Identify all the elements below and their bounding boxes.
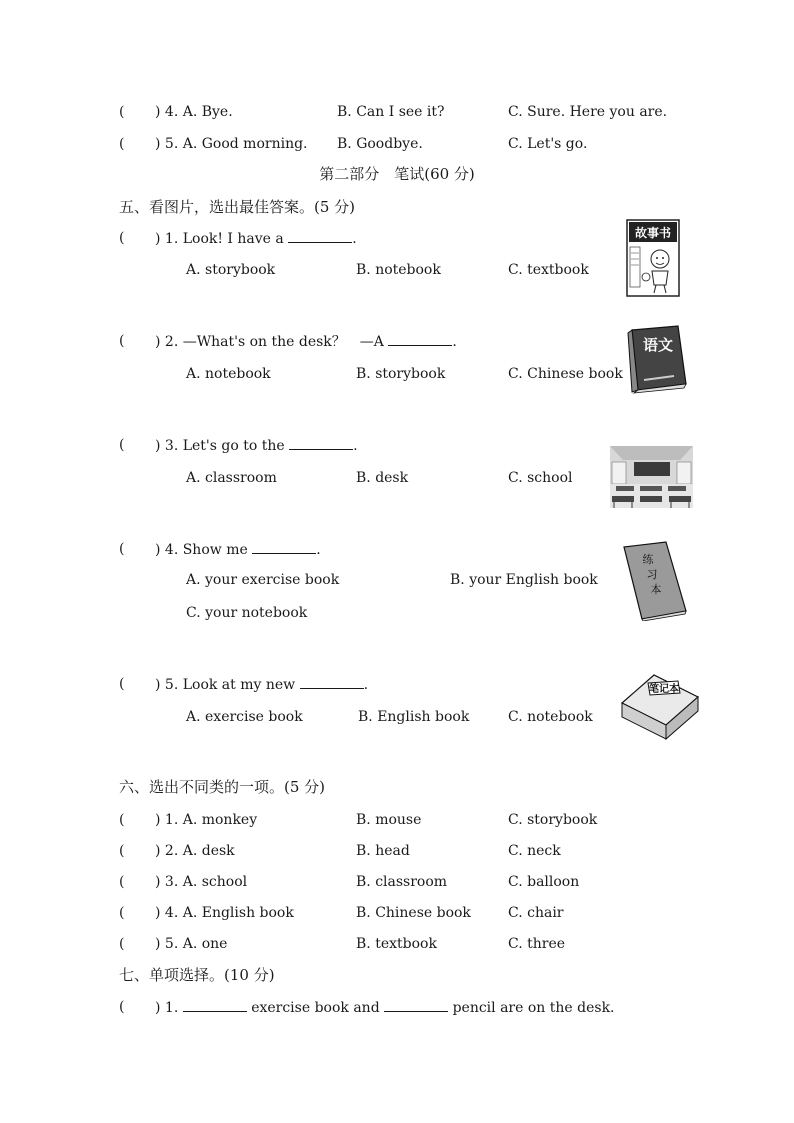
- stem-end: .: [352, 231, 357, 247]
- stem-end: .: [363, 677, 369, 693]
- stem-text: exercise book and: [251, 1000, 380, 1016]
- question-stem: [155, 675, 368, 694]
- option-b: B. desk: [356, 470, 409, 486]
- option-c: C. neck: [508, 843, 561, 859]
- option-a: A. notebook: [186, 366, 271, 382]
- option-b: B. classroom: [356, 874, 448, 890]
- answer-blank: [384, 998, 448, 1012]
- section-five-title: 五、看图片，选出最佳答案。(5 分): [119, 198, 356, 216]
- option-b: B. textbook: [356, 936, 437, 952]
- answer-paren: (: [119, 905, 125, 921]
- stem-text: ) 4. Show me: [155, 542, 248, 558]
- exercise-title-2: 习: [646, 568, 658, 581]
- option-a: A. your exercise book: [186, 572, 340, 588]
- option-a: A. exercise book: [186, 709, 303, 725]
- classroom-icon: [610, 446, 693, 508]
- option-c: C. chair: [508, 905, 564, 921]
- question-number: ) 2. A. desk: [155, 843, 235, 859]
- question-stem: [155, 332, 457, 351]
- answer-paren: (: [119, 230, 125, 246]
- option-b: B. Chinese book: [356, 905, 471, 921]
- stem-text: pencil are on the desk.: [452, 1000, 615, 1016]
- option-c: C. Let's go.: [508, 136, 588, 152]
- question-stem: [155, 998, 615, 1017]
- answer-blank: [289, 436, 353, 450]
- option-a: A. classroom: [186, 470, 277, 486]
- question-number: ) 4. A. Bye.: [155, 104, 233, 120]
- option-c: C. your notebook: [186, 605, 308, 621]
- answer-paren: (: [119, 104, 125, 120]
- answer-paren: (: [119, 136, 125, 152]
- option-c: C. Sure. Here you are.: [508, 104, 668, 120]
- answer-paren: (: [119, 843, 125, 859]
- option-c: C. notebook: [508, 709, 593, 725]
- section-six-title: 六、选出不同类的一项。(5 分): [119, 778, 326, 796]
- option-a: A. storybook: [186, 262, 276, 278]
- option-b: B. English book: [358, 709, 470, 725]
- section-seven-title: 七、单项选择。(10 分): [119, 966, 275, 984]
- option-b: B. storybook: [356, 366, 446, 382]
- question-number: ) 1.: [155, 1000, 179, 1016]
- answer-paren: (: [119, 936, 125, 952]
- stem-end: .: [316, 542, 321, 558]
- stem-text: ) 5. Look at my new: [155, 677, 296, 693]
- notebook-icon: [620, 673, 700, 743]
- question-stem: [155, 229, 357, 248]
- option-c: C. storybook: [508, 812, 598, 828]
- part-two-title: 第二部分 笔试(60 分): [319, 165, 475, 183]
- option-c: C. Chinese book: [508, 366, 623, 382]
- question-number: ) 3. A. school: [155, 874, 248, 890]
- storybook-title: 故事书: [634, 226, 672, 240]
- question-number: ) 1. A. monkey: [155, 812, 258, 828]
- answer-blank: [252, 540, 316, 554]
- stem-end: .: [452, 334, 457, 350]
- chinese-book-title: 语文: [642, 336, 674, 354]
- option-b: B. Can I see it?: [337, 104, 445, 120]
- answer-blank: [300, 675, 364, 689]
- option-c: C. textbook: [508, 262, 589, 278]
- notebook-title: 笔记本: [649, 684, 679, 695]
- question-stem: [155, 540, 321, 559]
- stem-text: ) 1. Look! I have a: [155, 231, 284, 247]
- answer-paren: (: [119, 999, 125, 1015]
- question-number: ) 5. A. Good morning.: [155, 136, 308, 152]
- answer-paren: (: [119, 437, 125, 453]
- question-stem: [155, 436, 358, 455]
- option-b: B. Goodbye.: [337, 136, 423, 152]
- answer-paren: (: [119, 812, 125, 828]
- answer-blank: [183, 998, 247, 1012]
- answer-blank: [388, 332, 452, 346]
- exercise-title-3: 本: [650, 583, 662, 596]
- answer-paren: (: [119, 676, 125, 692]
- answer-paren: (: [119, 874, 125, 890]
- chinese-book-icon: [626, 324, 688, 394]
- option-b: B. notebook: [356, 262, 441, 278]
- answer-blank: [288, 229, 352, 243]
- option-c: C. three: [508, 936, 566, 952]
- option-c: C. school: [508, 470, 573, 486]
- question-number: ) 4. A. English book: [155, 905, 294, 921]
- option-b: B. your English book: [450, 572, 598, 588]
- answer-paren: (: [119, 541, 125, 557]
- option-b: B. mouse: [356, 812, 422, 828]
- stem-text: ) 2. —What's on the desk？ —A: [155, 334, 384, 350]
- option-b: B. head: [356, 843, 410, 859]
- stem-end: .: [353, 438, 358, 454]
- exercise-title-1: 练: [642, 553, 654, 566]
- exercise-book-icon: [622, 541, 688, 621]
- stem-text: ) 3. Let's go to the: [155, 438, 285, 454]
- storybook-icon: [626, 219, 680, 297]
- answer-paren: (: [119, 333, 125, 349]
- option-c: C. balloon: [508, 874, 580, 890]
- question-number: ) 5. A. one: [155, 936, 228, 952]
